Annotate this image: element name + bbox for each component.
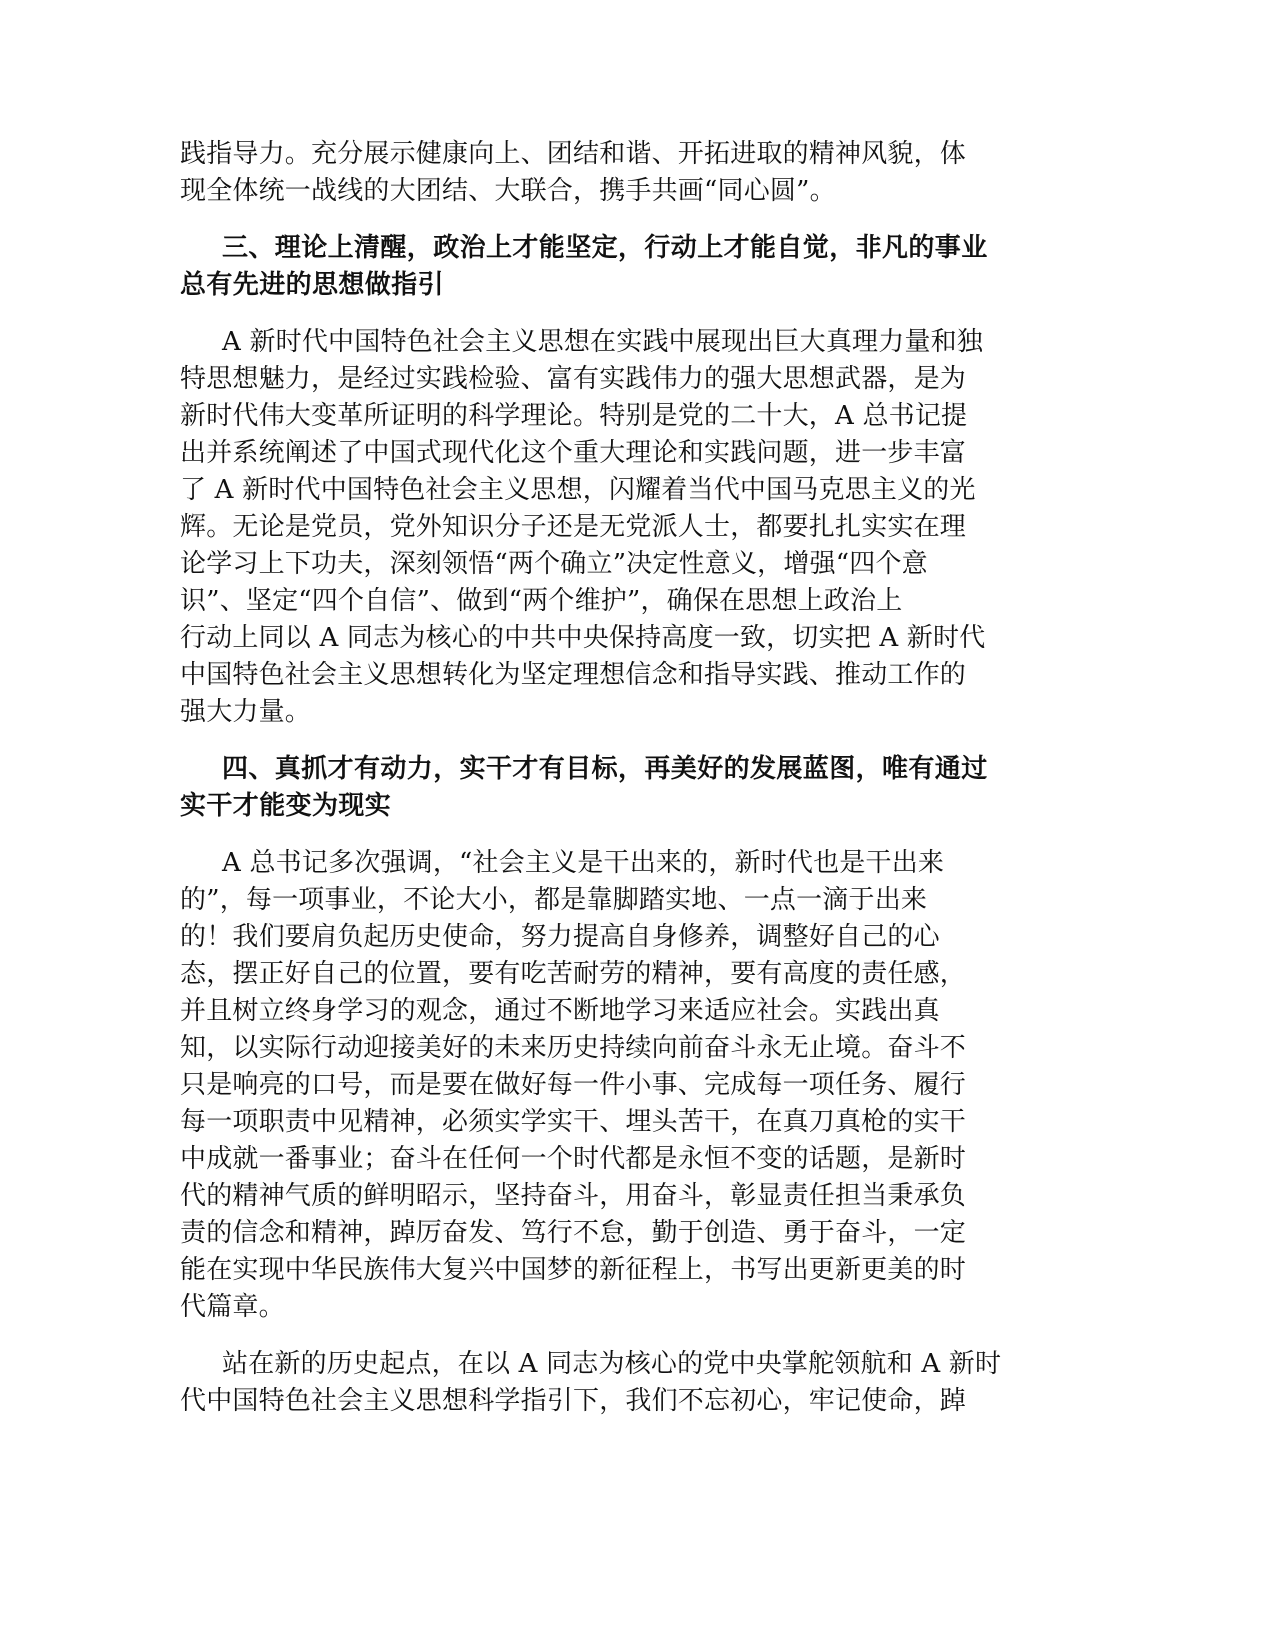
text-line: 出并系统阐述了中国式现代化这个重大理论和实践问题，进一步丰富 [180, 438, 967, 468]
text-line: 识”、坚定“四个自信”、做到“两个维护”，确保在思想上政治上 [180, 586, 903, 616]
text-line: 代的精神气质的鲜明昭示，坚持奋斗，用奋斗，彰显责任担当秉承负 [180, 1181, 967, 1211]
text-line: A 总书记多次强调，“社会主义是干出来的，新时代也是干出来 [222, 848, 945, 878]
text-line: 强大力量。 [180, 697, 312, 727]
text-line: 的！我们要肩负起历史使命，努力提高自身修养，调整好自己的心 [180, 922, 940, 952]
text-line: 站在新的历史起点，在以 A 同志为核心的党中央掌舵领航和 A 新时 [222, 1349, 1002, 1379]
text-line: 现全体统一战线的大团结、大联合，携手共画“同心圆”。 [180, 176, 836, 206]
section-heading-three [180, 230, 1030, 304]
text-line: 每一项职责中见精神，必须实学实干、埋头苦干，在真刀真枪的实干 [180, 1107, 967, 1137]
paragraph-theory [180, 324, 1030, 731]
paragraph-new-starting-point [180, 1346, 1030, 1420]
heading-line: 四、真抓才有动力，实干才有目标，再美好的发展蓝图，唯有通过 [222, 754, 988, 784]
text-line: 的”，每一项事业，不论大小，都是靠脚踏实地、一点一滴于出来 [180, 885, 928, 915]
heading-line: 总有先进的思想做指引 [180, 270, 445, 300]
text-line: 能在实现中华民族伟大复兴中国梦的新征程上，书写出更新更美的时 [180, 1255, 967, 1285]
text-line: 践指导力。充分展示健康向上、团结和谐、开拓进取的精神风貌，体 [180, 139, 967, 169]
document-body [180, 136, 1030, 1420]
text-line: 只是响亮的口号，而是要在做好每一件小事、完成每一项任务、履行 [180, 1070, 967, 1100]
text-line: 新时代伟大变革所证明的科学理论。特别是党的二十大，A 总书记提 [180, 401, 968, 431]
text-line: 并且树立终身学习的观念，通过不断地学习来适应社会。实践出真 [180, 996, 940, 1026]
heading-line: 实干才能变为现实 [180, 791, 392, 821]
text-line: 责的信念和精神，踔厉奋发、笃行不怠，勤于创造、勇于奋斗，一定 [180, 1218, 967, 1248]
text-line: 中国特色社会主义思想转化为坚定理想信念和指导实践、推动工作的 [180, 660, 967, 690]
text-line: 论学习上下功夫，深刻领悟“两个确立”决定性意义，增强“四个意 [180, 549, 928, 579]
text-line: 知，以实际行动迎接美好的未来历史持续向前奋斗永无止境。奋斗不 [180, 1033, 967, 1063]
text-line: A 新时代中国特色社会主义思想在实践中展现出巨大真理力量和独 [222, 327, 984, 357]
section-heading-four [180, 751, 1030, 825]
paragraph-continuation [180, 136, 1030, 210]
heading-line: 三、理论上清醒，政治上才能坚定，行动上才能自觉，非凡的事业 [222, 233, 988, 263]
text-line: 行动上同以 A 同志为核心的中共中央保持高度一致，切实把 A 新时代 [180, 623, 986, 653]
paragraph-hard-work [180, 845, 1030, 1326]
text-line: 中成就一番事业；奋斗在任何一个时代都是永恒不变的话题，是新时 [180, 1144, 967, 1174]
text-line: 辉。无论是党员，党外知识分子还是无党派人士，都要扎扎实实在理 [180, 512, 967, 542]
text-line: 态，摆正好自己的位置，要有吃苦耐劳的精神，要有高度的责任感， [180, 959, 967, 989]
text-line: 代篇章。 [180, 1292, 285, 1322]
text-line: 特思想魅力，是经过实践检验、富有实践伟力的强大思想武器，是为 [180, 364, 967, 394]
document-page [180, 136, 1030, 1420]
text-line: 代中国特色社会主义思想科学指引下，我们不忘初心，牢记使命，踔 [180, 1386, 967, 1416]
text-line: 了 A 新时代中国特色社会主义思想，闪耀着当代中国马克思主义的光 [180, 475, 976, 505]
